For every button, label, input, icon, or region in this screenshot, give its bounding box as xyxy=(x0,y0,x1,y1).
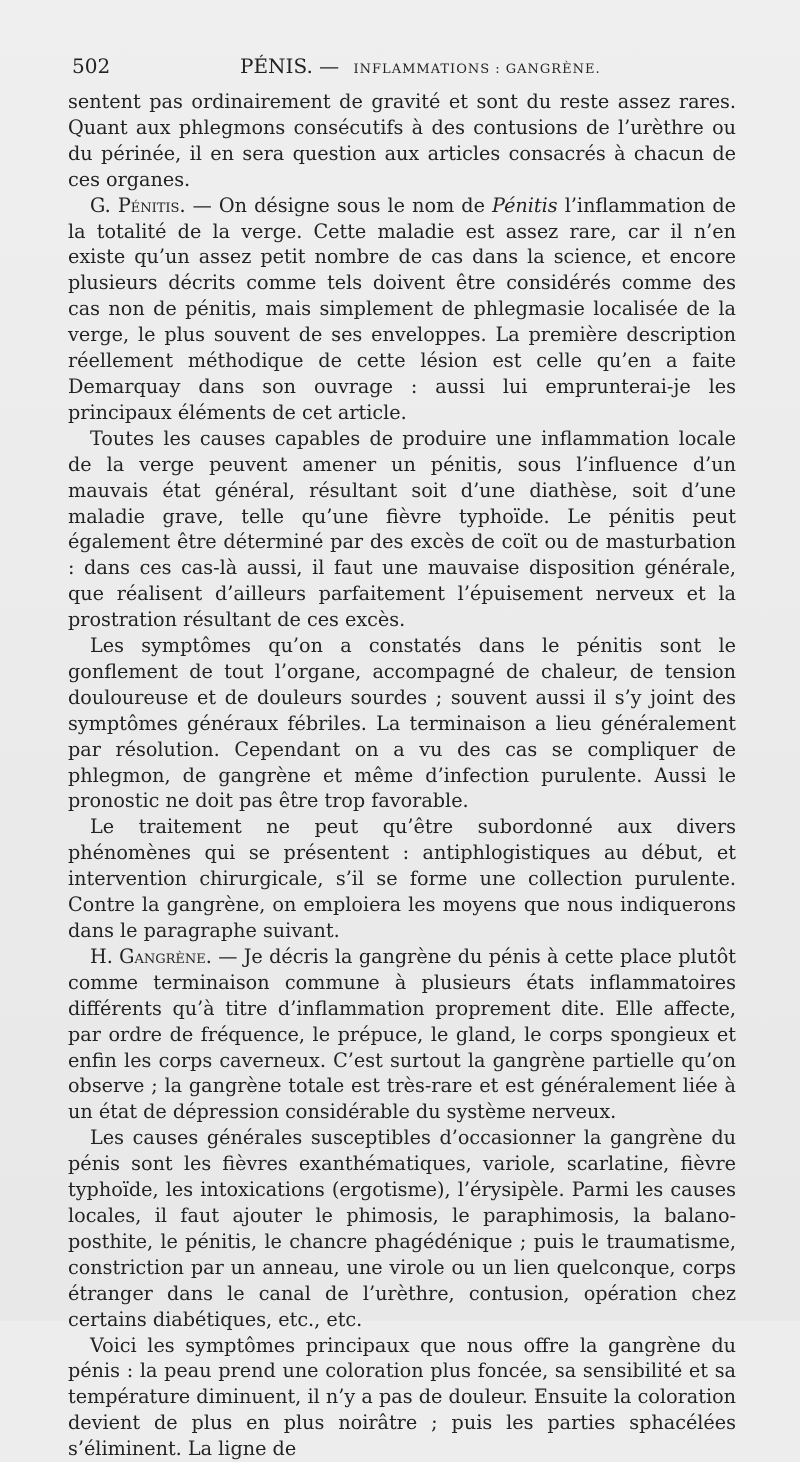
paragraph-penitis-text-a: — On désigne sous le nom de xyxy=(186,194,492,217)
page-number: 502 xyxy=(72,54,110,78)
paragraph-penitis-text-b: l’inflammation de la totalité de la verge. Cette maladie est assez rare, car il n’en existe qu’un assez petit nombre de cas dans la science, et encore plusieurs décrits comme tels doivent être considérés comme des cas non de pénitis, mais simplement de phlegmasie localisée de la verge, le plus souvent de ses enveloppes. La première description réellement méthodique de cette lésion est celle qu’en a faite Demarquay dans son ouvrage : aussi lui emprunterai-je les principaux éléments de cet article. xyxy=(68,194,736,424)
running-head-dash: — xyxy=(313,54,346,78)
paragraph-symptoms: Les symptômes qu’on a constatés dans le pénitis sont le gonflement de tout l’organe, accompagné de chaleur, de tension douloureuse et de douleurs sourdes ; souvent aussi il s’y joint des symptômes généraux fébriles. La terminaison a lieu généralement par résolution. Cependant on a vu des cas se compliquer de phlegmon, de gangrène et même d’infection purulente. Aussi le pronostic ne doit pas être trop favorable. xyxy=(68,633,736,814)
paragraph-1: sentent pas ordinairement de gravité et sont du reste assez rares. Quant aux phlegmons consécutifs à des contusions de l’urèthre ou du périnée, il en sera question aux articles consacrés à chacun de ces organes. xyxy=(68,89,736,193)
paragraph-causes: Toutes les causes capables de produire une inflammation locale de la verge peuvent amener un pénitis, sous l’influence d’un mauvais état général, résultant soit d’une diathèse, soit d’une maladie grave, telle qu’une fièvre typhoïde. Le pénitis peut également être déterminé par des excès de coït ou de masturbation : dans ces cas-là aussi, il faut une mauvaise disposition générale, que réalisent d’ailleurs parfaitement l’épuisement nerveux et la prostration résultant de ces excès. xyxy=(68,426,736,633)
body-text xyxy=(68,89,736,1462)
page-header xyxy=(72,54,738,84)
term-penitis: Pénitis xyxy=(492,194,558,217)
paragraph-gangrene-causes: Les causes générales susceptibles d’occasionner la gangrène du pénis sont les fièvres exanthématiques, variole, scarlatine, fièvre typhoïde, les intoxications (ergotisme), l’érysipèle. Parmi les causes locales, il faut ajouter le phimosis, le paraphimosis, la balano-posthite, le pénitis, le chancre phagédénique ; puis le traumatisme, constriction par un anneau, une virole ou un lien quelconque, corps étranger dans le canal de l’urèthre, contusion, opération chez certains diabétiques, etc., etc. xyxy=(68,1125,736,1332)
paragraph-penitis xyxy=(68,193,736,426)
section-label-gangrene: H. Gangrène. xyxy=(90,945,212,968)
paragraph-gangrene-symptoms: Voici les symptômes principaux que nous offre la gangrène du pénis : la peau prend une coloration plus foncée, sa sensibilité et sa température diminuent, il n’y a pas de douleur. Ensuite la coloration devient de plus en plus noirâtre ; puis les parties sphacélées s’éliminent. La ligne de xyxy=(68,1333,736,1462)
paragraph-gangrene xyxy=(68,944,736,1125)
paragraph-gangrene-text: — Je décris la gangrène du pénis à cette place plutôt comme terminaison commune à plusieurs états inflammatoires différents qu’à titre d’inflammation proprement dite. Elle affecte, par ordre de fréquence, le prépuce, le gland, le corps spongieux et enfin les corps caverneux. C’est surtout la gangrène partielle qu’on observe ; la gangrène totale est très-rare et est généralement liée à un état de dépression considérable du système nerveux. xyxy=(68,945,736,1123)
section-label-penitis: G. Pénitis. xyxy=(90,194,186,217)
paragraph-treatment: Le traitement ne peut qu’être subordonné aux divers phénomènes qui se présentent : antiphlogistiques au début, et intervention chirurgicale, s’il se forme une collection purulente. Contre la gangrène, on emploiera les moyens que nous indiquerons dans le paragraphe suivant. xyxy=(68,814,736,944)
running-title: PÉNIS. xyxy=(240,54,313,78)
running-subtitle: INFLAMMATIONS : GANGRÈNE. xyxy=(354,62,601,77)
running-head xyxy=(240,54,601,78)
